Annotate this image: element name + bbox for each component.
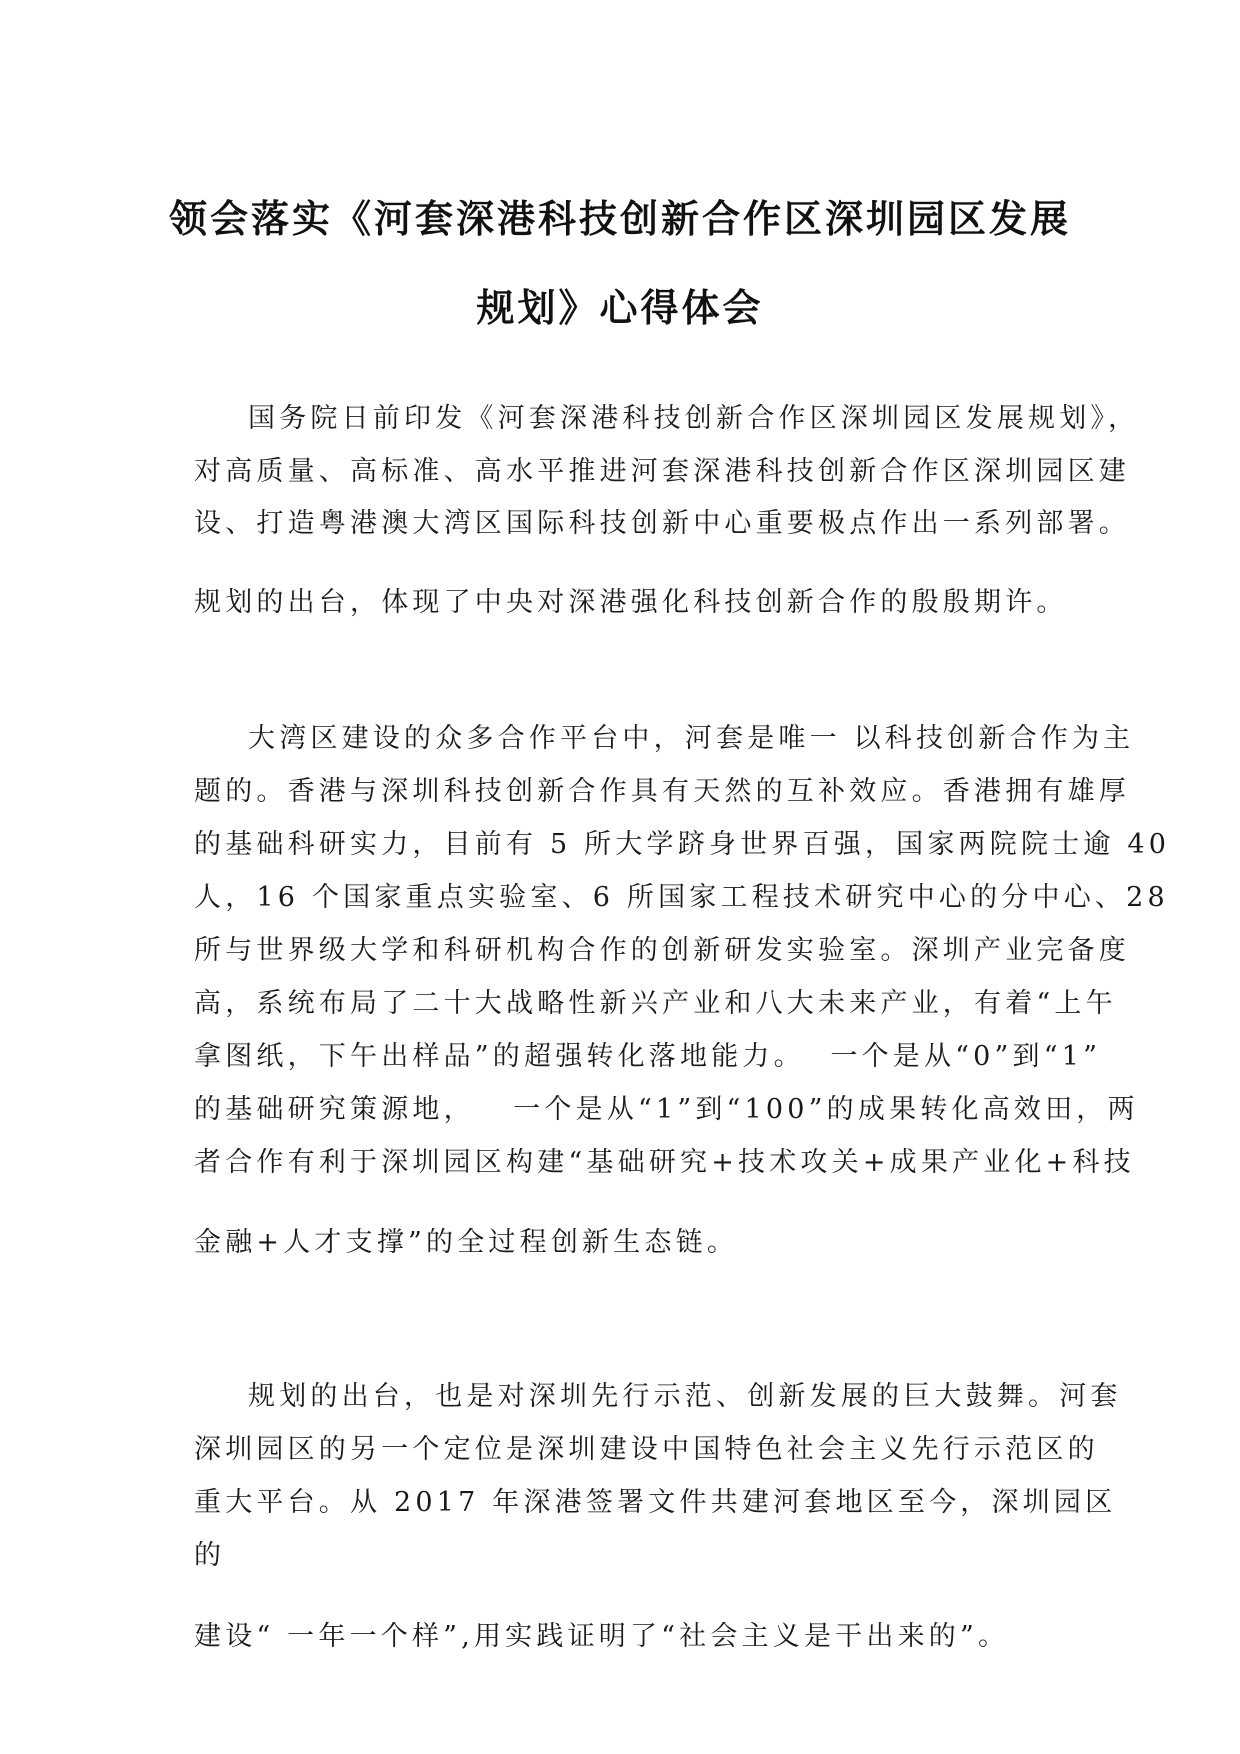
paragraph-3-line-2: 深圳园区的另一个定位是深圳建设中国特色社会主义先行示范区的 <box>194 1434 1099 1465</box>
paragraph-2-line-10: 金融+人才支撑”的全过程创新生态链。 <box>194 1227 739 1258</box>
paragraph-2-line-1: 大湾区建设的众多合作平台中，河套是唯一 以科技创新合作为主 <box>248 723 1135 754</box>
document-title-line-1: 领会落实《河套深港科技创新合作区深圳园区发展 <box>168 197 1071 241</box>
paragraph-2-line-8: 的基础研究策源地， 一个是从“1”到“100”的成果转化高效田，两 <box>194 1094 1139 1125</box>
paragraph-3-line-5: 建设“ 一年一个样”,用实践证明了“社会主义是干出来的”。 <box>194 1621 1010 1652</box>
paragraph-1-line-1: 国务院日前印发《河套深港科技创新合作区深圳园区发展规划》， <box>248 403 1140 434</box>
paragraph-1-line-2: 对高质量、高标准、高水平推进河套深港科技创新合作区深圳园区建 <box>194 456 1130 487</box>
document-title-line-2: 规划》心得体会 <box>476 286 764 330</box>
paragraph-2-line-4: 人，16 个国家重点实验室、6 所国家工程技术研究中心的分中心、28 <box>194 882 1169 913</box>
paragraph-3-line-4: 的 <box>194 1540 226 1571</box>
paragraph-2-line-5: 所与世界级大学和科研机构合作的创新研发实验室。深圳产业完备度 <box>194 935 1130 966</box>
paragraph-2-line-3: 的基础科研实力，目前有 5 所大学跻身世界百强，国家两院院士逾 40 <box>194 829 1171 860</box>
paragraph-2-line-2: 题的。香港与深圳科技创新合作具有天然的互补效应。香港拥有雄厚 <box>194 776 1130 807</box>
paragraph-2-line-9: 者合作有利于深圳园区构建“基础研究+技术攻关+成果产业化+科技 <box>194 1147 1135 1178</box>
paragraph-3-line-3: 重大平台。从 2017 年深港签署文件共建河套地区至今，深圳园区 <box>194 1487 1117 1518</box>
paragraph-3-line-1: 规划的出台，也是对深圳先行示范、创新发展的巨大鼓舞。河套 <box>248 1381 1122 1412</box>
paragraph-1-line-4: 规划的出台，体现了中央对深港强化科技创新合作的殷殷期许。 <box>194 587 1068 618</box>
paragraph-2-line-6: 高，系统布局了二十大战略性新兴产业和八大未来产业，有着“上午 <box>194 988 1117 1019</box>
paragraph-1-line-3: 设、打造粤港澳大湾区国际科技创新中心重要极点作出一系列部署。 <box>194 508 1130 539</box>
paragraph-2-line-7: 拿图纸，下午出样品”的超强转化落地能力。 一个是从“0”到“1” <box>194 1041 1102 1072</box>
